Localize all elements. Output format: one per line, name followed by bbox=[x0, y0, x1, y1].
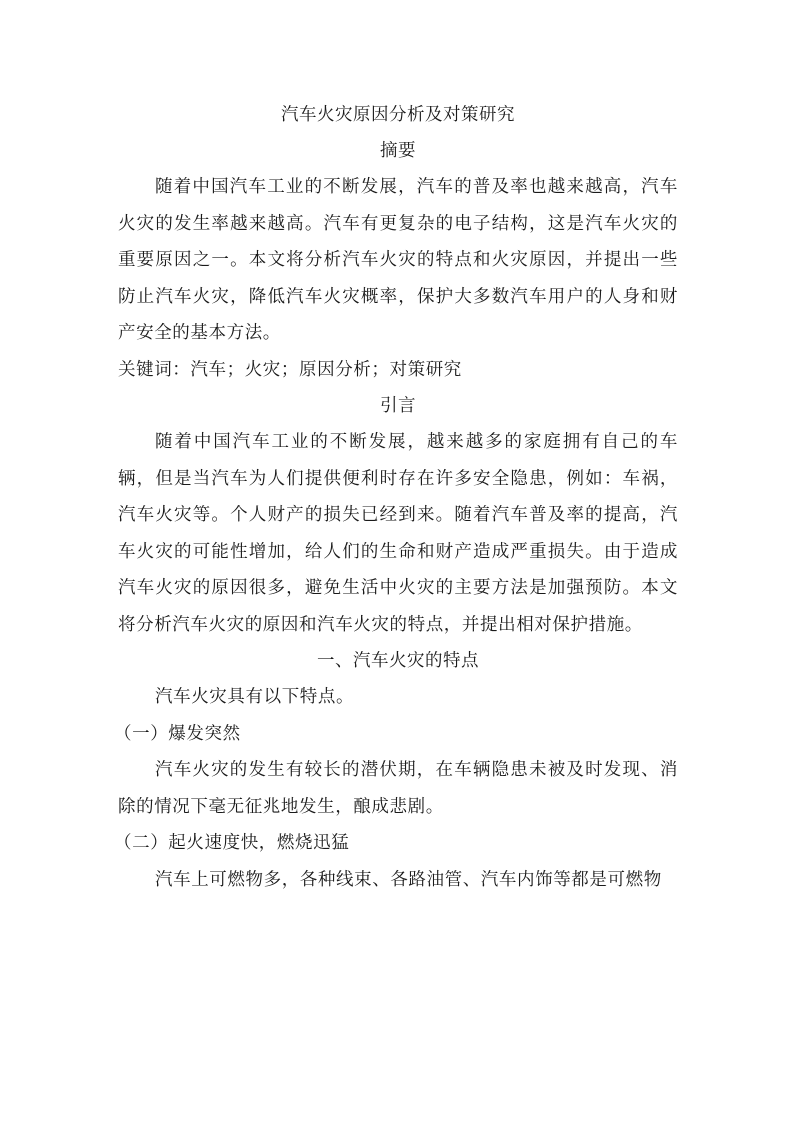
section-intro-paragraph: 汽车火灾具有以下特点。 bbox=[155, 687, 355, 707]
document-body bbox=[114, 97, 678, 898]
subsection-heading-fast-burning: （二）起火速度快，燃烧迅猛 bbox=[114, 833, 350, 853]
keywords-line: 关键词：汽车；火灾；原因分析；对策研究 bbox=[118, 359, 462, 380]
abstract-heading: 摘要 bbox=[380, 141, 416, 161]
section-heading-characteristics: 一、汽车火灾的特点 bbox=[317, 651, 479, 671]
subsection-paragraph-fast-burning: 汽车上可燃物多，各种线束、各路油管、汽车内饰等都是可燃物 bbox=[155, 869, 662, 890]
document-title: 汽车火灾原因分析及对策研究 bbox=[281, 105, 515, 125]
introduction-paragraph: 随着中国汽车工业的不断发展，越来越多的家庭拥有自己的车辆，但是当汽车为人们提供便利时存在许多安全隐患，例如：车祸，汽车火灾等。个人财产的损失已经到来。随着汽车普及率的提高，汽车火灾的可能性增加，给人们的生命和财产造成严重损失。由于造成汽车火灾的原因很多，避免生活中火灾的主要方法是加强预防。本文将分析汽车火灾的原因和汽车火灾的特点，并提出相对保护措施。 bbox=[118, 432, 678, 635]
introduction-heading: 引言 bbox=[380, 396, 416, 416]
subsection-heading-sudden-outbreak: （一）爆发突然 bbox=[114, 723, 241, 744]
subsection-paragraph-sudden-outbreak: 汽车火灾的发生有较长的潜伏期，在车辆隐患未被及时发现、消除的情况下毫无征兆地发生，酿成悲剧。 bbox=[118, 760, 678, 817]
abstract-paragraph: 随着中国汽车工业的不断发展，汽车的普及率也越来越高，汽车火灾的发生率越来越高。汽车有更复杂的电子结构，这是汽车火灾的重要原因之一。本文将分析汽车火灾的特点和火灾原因，并提出一些防止汽车火灾，降低汽车火灾概率，保护大多数汽车用户的人身和财产安全的基本方法。 bbox=[118, 177, 678, 343]
